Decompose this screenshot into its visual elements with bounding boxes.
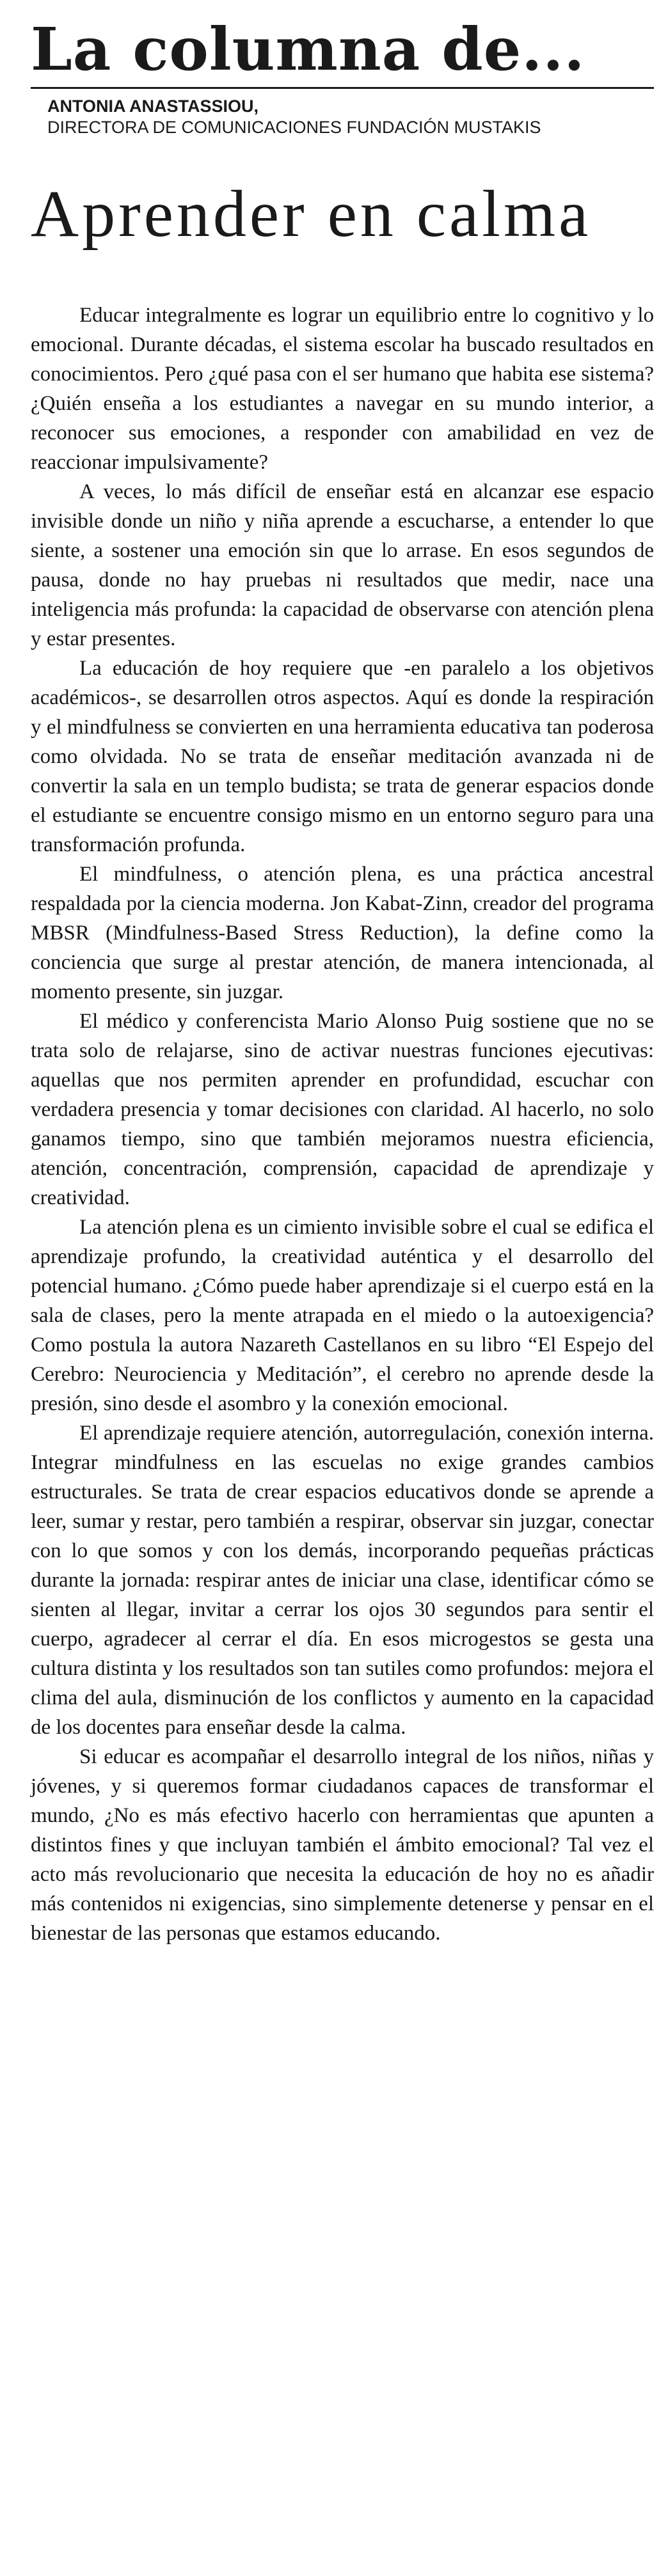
paragraph: El mindfulness, o atención plena, es una práctica ancestral respaldada por la ciencia moderna. Jon Kabat-Zinn, creador del programa MBSR (Mindfulness-Based Stress Reduction), la define como la conciencia que surge al prestar atención, de manera intencionada, al momento presente, sin juzgar. [31, 863, 654, 1003]
article-body [31, 301, 654, 1948]
paragraph: El aprendizaje requiere atención, autorregulación, conexión interna. Integrar mindfulness en las escuelas no exige grandes cambios estructurales. Se trata de crear espacios educativos donde se aprende a leer, sumar y restar, pero también a respirar, observar sin juzgar, conectar con lo que somos y con los demás, incorporando pequeñas prácticas durante la jornada: respirar antes de iniciar una clase, identificar cómo se sienten al llegar, invitar a cerrar los ojos 30 segundos para sentir el cuerpo, agradecer al cerrar el día. En esos microgestos se gesta una cultura distinta y los resultados son tan sutiles como profundos: mejora el clima del aula, disminución de los conflictos y aumento en la capacidad de los docentes para enseñar desde la calma. [31, 1422, 654, 1739]
byline [47, 96, 541, 138]
paragraph: La atención plena es un cimiento invisible sobre el cual se edifica el aprendizaje profundo, la creatividad auténtica y el desarrollo del potencial humano. ¿Cómo puede haber aprendizaje si el cuerpo está en la sala de clases, pero la mente atrapada en el miedo o la autoexigencia? Como postula la autora Nazareth Castellanos en su libro “El Espejo del Cerebro: Neurociencia y Meditación”, el cerebro no aprende desde la presión, sino desde el asombro y la conexión emocional. [31, 1216, 654, 1415]
article-title: Aprender en calma [31, 177, 592, 251]
paragraph: A veces, lo más difícil de enseñar está en alcanzar ese espacio invisible donde un niño y niña aprende a escucharse, a entender lo que siente, a sostener una emoción sin que lo arrase. En esos segundos de pausa, donde no hay pruebas ni resultados que medir, nace una inteligencia más profunda: la capacidad de observarse con atención plena y estar presentes. [31, 480, 654, 650]
paragraph: La educación de hoy requiere que -en paralelo a los objetivos académicos-, se desarrollen otros aspectos. Aquí es donde la respiración y el mindfulness se convierten en una herramienta educativa tan poderosa como olvidada. No se trata de enseñar meditación avanzada ni de convertir la sala en un templo budista; se trata de generar espacios donde el estudiante se encuentre consigo mismo en un entorno seguro para una transformación profunda. [31, 657, 654, 856]
heading-divider [31, 87, 654, 89]
paragraph: El médico y conferencista Mario Alonso Puig sostiene que no se trata solo de relajarse, sino de activar nuestras funciones ejecutivas: aquellas que nos permiten aprender en profundidad, escuchar con verdadera presencia y tomar decisiones con claridad. Al hacerlo, no solo ganamos tiempo, sino que también mejoramos nuestra eficiencia, atención, concentración, comprensión, capacidad de aprendizaje y creatividad. [31, 1010, 654, 1209]
paragraph: Educar integralmente es lograr un equilibrio entre lo cognitivo y lo emocional. Durante décadas, el sistema escolar ha buscado resultados en conocimientos. Pero ¿qué pasa con el ser humano que habita ese sistema? ¿Quién enseña a los estudiantes a navegar en su mundo interior, a reconocer sus emociones, a responder con amabilidad en vez de reaccionar impulsivamente? [31, 304, 654, 474]
column-heading: La columna de... [31, 15, 585, 84]
author-name: ANTONIA ANASTASSIOU, [47, 97, 259, 116]
author-role: DIRECTORA DE COMUNICACIONES FUNDACIÓN MUSTAKIS [47, 118, 541, 137]
paragraph: Si educar es acompañar el desarrollo integral de los niños, niñas y jóvenes, y si queremos formar ciudadanos capaces de transformar el mundo, ¿No es más efectivo hacerlo con herramientas que apunten a distintos fines y que incluyan también el ámbito emocional? Tal vez el acto más revolucionario que necesita la educación de hoy no es añadir más contenidos ni exigencias, sino simplemente detenerse y pensar en el bienestar de las personas que estamos educando. [31, 1745, 654, 1945]
